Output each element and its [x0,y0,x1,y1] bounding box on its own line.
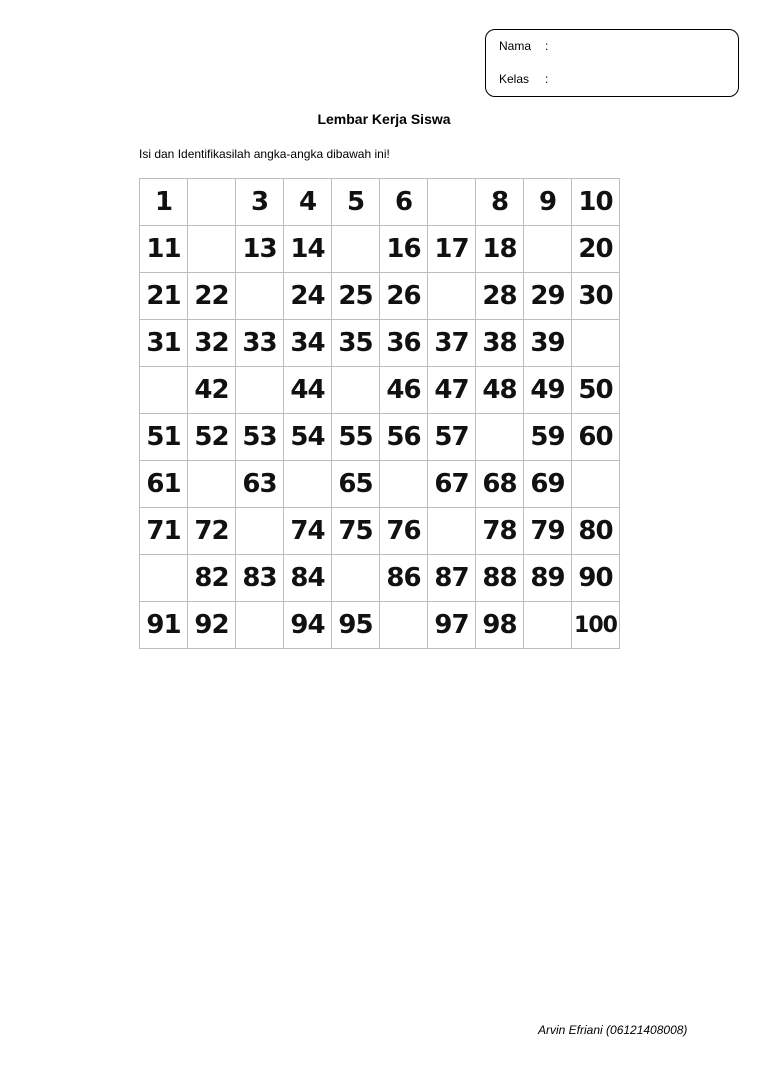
grid-row [140,555,620,602]
class-label: Kelas [499,72,530,86]
grid-cell: 50 [572,367,620,414]
grid-cell-blank [236,367,284,414]
grid-cell: 89 [524,555,572,602]
grid-cell-blank [524,602,572,649]
grid-cell-blank [188,226,236,273]
grid-cell: 26 [380,273,428,320]
grid-cell: 14 [284,226,332,273]
grid-cell-blank [332,367,380,414]
grid-cell-blank [428,273,476,320]
grid-cell-blank [236,602,284,649]
grid-cell: 1 [140,179,188,226]
name-label: Nama [499,39,532,53]
grid-cell: 55 [332,414,380,461]
grid-cell: 8 [476,179,524,226]
grid-cell: 90 [572,555,620,602]
grid-cell: 38 [476,320,524,367]
grid-cell: 68 [476,461,524,508]
grid-cell: 17 [428,226,476,273]
grid-cell: 22 [188,273,236,320]
grid-cell: 21 [140,273,188,320]
grid-cell: 24 [284,273,332,320]
grid-cell: 39 [524,320,572,367]
grid-cell: 82 [188,555,236,602]
grid-cell: 49 [524,367,572,414]
grid-cell: 9 [524,179,572,226]
grid-row [140,367,620,414]
grid-cell: 61 [140,461,188,508]
grid-cell-blank [332,226,380,273]
grid-cell: 48 [476,367,524,414]
grid-cell: 29 [524,273,572,320]
grid-cell: 54 [284,414,332,461]
grid-cell: 69 [524,461,572,508]
grid-cell-blank [332,555,380,602]
grid-cell: 53 [236,414,284,461]
grid-cell: 56 [380,414,428,461]
grid-row [140,226,620,273]
grid-cell: 52 [188,414,236,461]
student-id-box [485,29,739,97]
grid-row [140,461,620,508]
instruction-text: Isi dan Identifikasilah angka-angka dibawah ini! [139,147,390,161]
grid-cell: 36 [380,320,428,367]
grid-row [140,508,620,555]
grid-cell: 3 [236,179,284,226]
grid-cell: 71 [140,508,188,555]
grid-cell: 67 [428,461,476,508]
grid-cell-blank [140,555,188,602]
grid-cell: 20 [572,226,620,273]
grid-cell: 42 [188,367,236,414]
grid-row [140,602,620,649]
grid-cell-blank [284,461,332,508]
grid-cell-blank [188,179,236,226]
grid-cell: 60 [572,414,620,461]
grid-cell: 6 [380,179,428,226]
grid-cell: 57 [428,414,476,461]
grid-cell-blank [524,226,572,273]
number-grid [139,178,620,649]
name-row [499,39,548,53]
grid-cell: 25 [332,273,380,320]
grid-cell: 100 [572,602,620,649]
grid-cell: 80 [572,508,620,555]
grid-cell: 30 [572,273,620,320]
grid-cell: 72 [188,508,236,555]
grid-row [140,414,620,461]
grid-cell: 88 [476,555,524,602]
grid-cell-blank [188,461,236,508]
grid-cell-blank [380,602,428,649]
grid-cell: 63 [236,461,284,508]
grid-cell: 44 [284,367,332,414]
grid-cell: 51 [140,414,188,461]
grid-cell: 97 [428,602,476,649]
class-row [499,72,548,86]
grid-cell-blank [476,414,524,461]
grid-cell-blank [428,508,476,555]
grid-cell: 46 [380,367,428,414]
grid-row [140,320,620,367]
grid-cell-blank [572,320,620,367]
grid-cell: 16 [380,226,428,273]
name-separator: : [545,39,549,53]
grid-cell-blank [572,461,620,508]
grid-cell: 35 [332,320,380,367]
grid-cell: 47 [428,367,476,414]
grid-cell: 91 [140,602,188,649]
grid-cell: 34 [284,320,332,367]
grid-cell: 76 [380,508,428,555]
grid-cell: 33 [236,320,284,367]
grid-cell: 11 [140,226,188,273]
grid-cell: 79 [524,508,572,555]
grid-cell: 32 [188,320,236,367]
grid-cell: 92 [188,602,236,649]
grid-cell-blank [236,508,284,555]
grid-cell: 87 [428,555,476,602]
grid-cell: 18 [476,226,524,273]
grid-cell: 4 [284,179,332,226]
grid-cell: 65 [332,461,380,508]
grid-cell: 74 [284,508,332,555]
worksheet-title: Lembar Kerja Siswa [317,111,451,127]
grid-cell: 31 [140,320,188,367]
grid-cell: 98 [476,602,524,649]
grid-cell: 37 [428,320,476,367]
grid-cell-blank [140,367,188,414]
grid-cell: 95 [332,602,380,649]
grid-cell: 94 [284,602,332,649]
grid-cell-blank [380,461,428,508]
class-separator: : [545,72,549,86]
grid-row [140,273,620,320]
grid-cell: 83 [236,555,284,602]
grid-cell: 13 [236,226,284,273]
grid-cell: 86 [380,555,428,602]
grid-cell: 75 [332,508,380,555]
grid-cell: 59 [524,414,572,461]
grid-cell: 84 [284,555,332,602]
grid-cell: 28 [476,273,524,320]
grid-cell-blank [236,273,284,320]
author-footer: Arvin Efriani (06121408008) [538,1023,688,1037]
grid-cell: 5 [332,179,380,226]
grid-row [140,179,620,226]
grid-cell: 10 [572,179,620,226]
grid-cell-blank [428,179,476,226]
grid-cell: 78 [476,508,524,555]
